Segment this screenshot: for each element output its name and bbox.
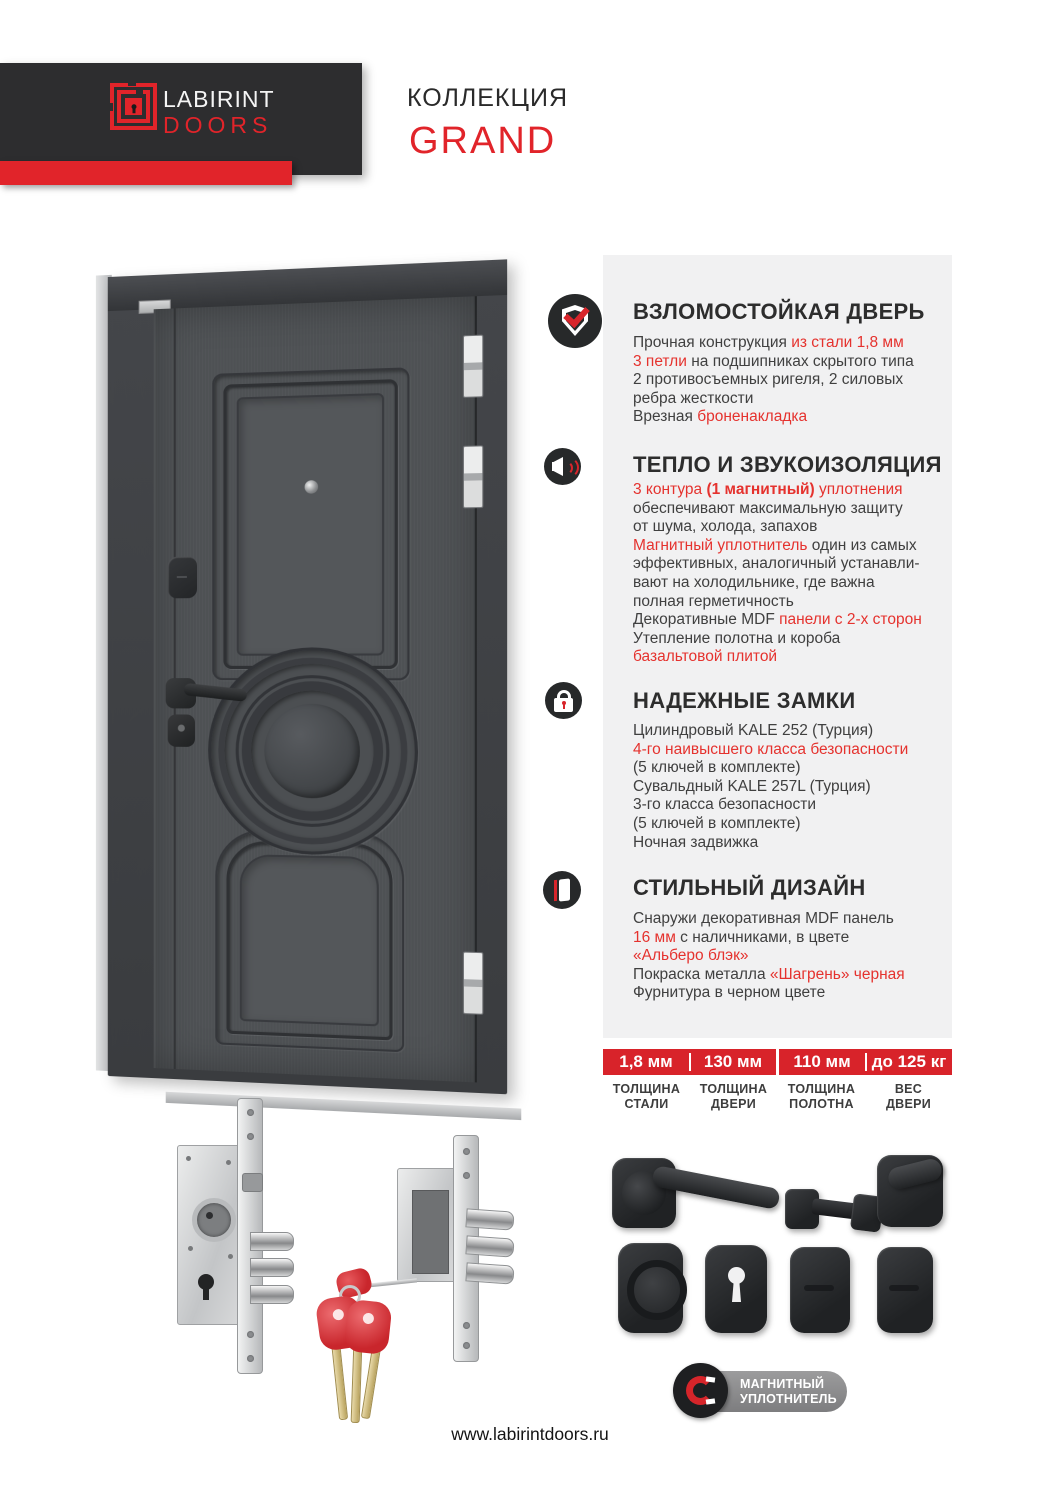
magnet-badge-text: МАГНИТНЫЙ УПЛОТНИТЕЛЬ [740,1377,837,1406]
door-cylinder-cover [168,557,197,599]
website-url[interactable]: www.labirintdoors.ru [451,1424,609,1444]
open-door-icon [543,871,581,909]
shield-check-icon [548,294,602,348]
lock-bolt [250,1258,294,1277]
brand-red-stripe [0,161,292,185]
spec-weight-label: ВЕС ДВЕРИ [885,1082,932,1111]
cover-escutcheon [877,1247,933,1333]
door-top-panel [212,367,409,680]
padlock-icon [545,682,582,719]
hinge-top [463,335,483,398]
keyhole-escutcheon [705,1245,767,1333]
armored-escutcheon [618,1243,683,1333]
hardware-photo [600,1145,960,1345]
deadlatch [242,1173,263,1192]
hinge-bottom [463,952,483,1015]
brand-name-top: LABIRINT [163,86,275,112]
hinge-middle [463,445,483,508]
door-leaf [154,296,477,1082]
lock-bolt [465,1208,514,1230]
door-photo [86,256,498,1084]
spec-leaf-thickness-label: ТОЛЩИНА ПОЛОТНА [787,1082,856,1111]
spec-door-thickness-label: ТОЛЩИНА ДВЕРИ [699,1082,768,1111]
keyhole-icon [131,104,136,109]
section-body-locks: Цилиндровый KALE 252 (Турция) 4-го наивысшего класса безопасности (5 ключей в комплекте) Сувальдный KALE 257L (Турция) 3-го класса безопасности (5 ключей в комплекте) Ночная задвижка [633,722,909,851]
door-bottom-panel [215,829,404,1052]
section-body-insulation: 3 контура (1 магнитный) уплотнения обеспечивают максимальную защиту от шума, холода, запахов Магнитный уплотнитель один из самых эффективных, аналогичный устанавли- вают на холодильнике, где важна полная герметичность Декоративные MDF панели с 2-х сторон Утепление полотна и короба базальтовой плитой [633,481,922,666]
collection-name: GRAND [409,120,557,162]
spec-steel-value: 1,8 мм [619,1052,673,1071]
section-title-insulation: ТЕПЛО И ЗВУКОИЗОЛЯЦИЯ [633,452,942,477]
spec-steel-label: ТОЛЩИНА СТАЛИ [612,1082,681,1111]
spec-bar-left [603,1049,776,1075]
section-body-design: Снаружи декоративная MDF панель 16 мм с наличниками, в цвете «Альберо блэк» Покраска металла «Шагрень» черная Фурнитура в черном цвете [633,910,905,1002]
keyhole-cutout [198,1274,214,1290]
spec-leaf-thickness-value: 110 мм [793,1052,851,1071]
lock-bolt [465,1235,514,1257]
mortise-lock-body [177,1145,244,1325]
door-medallion [208,647,418,857]
spec-weight-value: до 125 кг [871,1052,947,1071]
lock-bolt [250,1285,294,1304]
inserted-key-shaft [367,1278,417,1287]
spec-door-thickness-value: 130 мм [703,1052,763,1071]
speaker-icon [544,448,581,485]
key-bunch [343,1299,392,1355]
section-title-locks: НАДЕЖНЫЕ ЗАМКИ [633,688,856,713]
section-body-security: Прочная конструкция из стали 1,8 мм 3 петли на подшипниках скрытого типа 2 противосъемных ригеля, 2 силовых ребра жесткости Врезная броненакладка [633,334,914,426]
lock-bolt [465,1262,514,1284]
spec-bar-right [779,1049,952,1075]
section-title-design: СТИЛЬНЫЙ ДИЗАЙН [633,875,866,900]
labyrinth-logo-icon [110,83,157,130]
magnet-icon [673,1363,728,1418]
door-frame [108,259,507,1094]
locks-photo [120,1085,580,1430]
lock-bolt [250,1232,294,1251]
collection-label: КОЛЛЕКЦИЯ [407,84,569,112]
cover-escutcheon [790,1247,850,1333]
section-title-security: ВЗЛОМОСТОЙКАЯ ДВЕРЬ [633,299,925,324]
brand-name-bottom: DOORS [163,112,273,138]
